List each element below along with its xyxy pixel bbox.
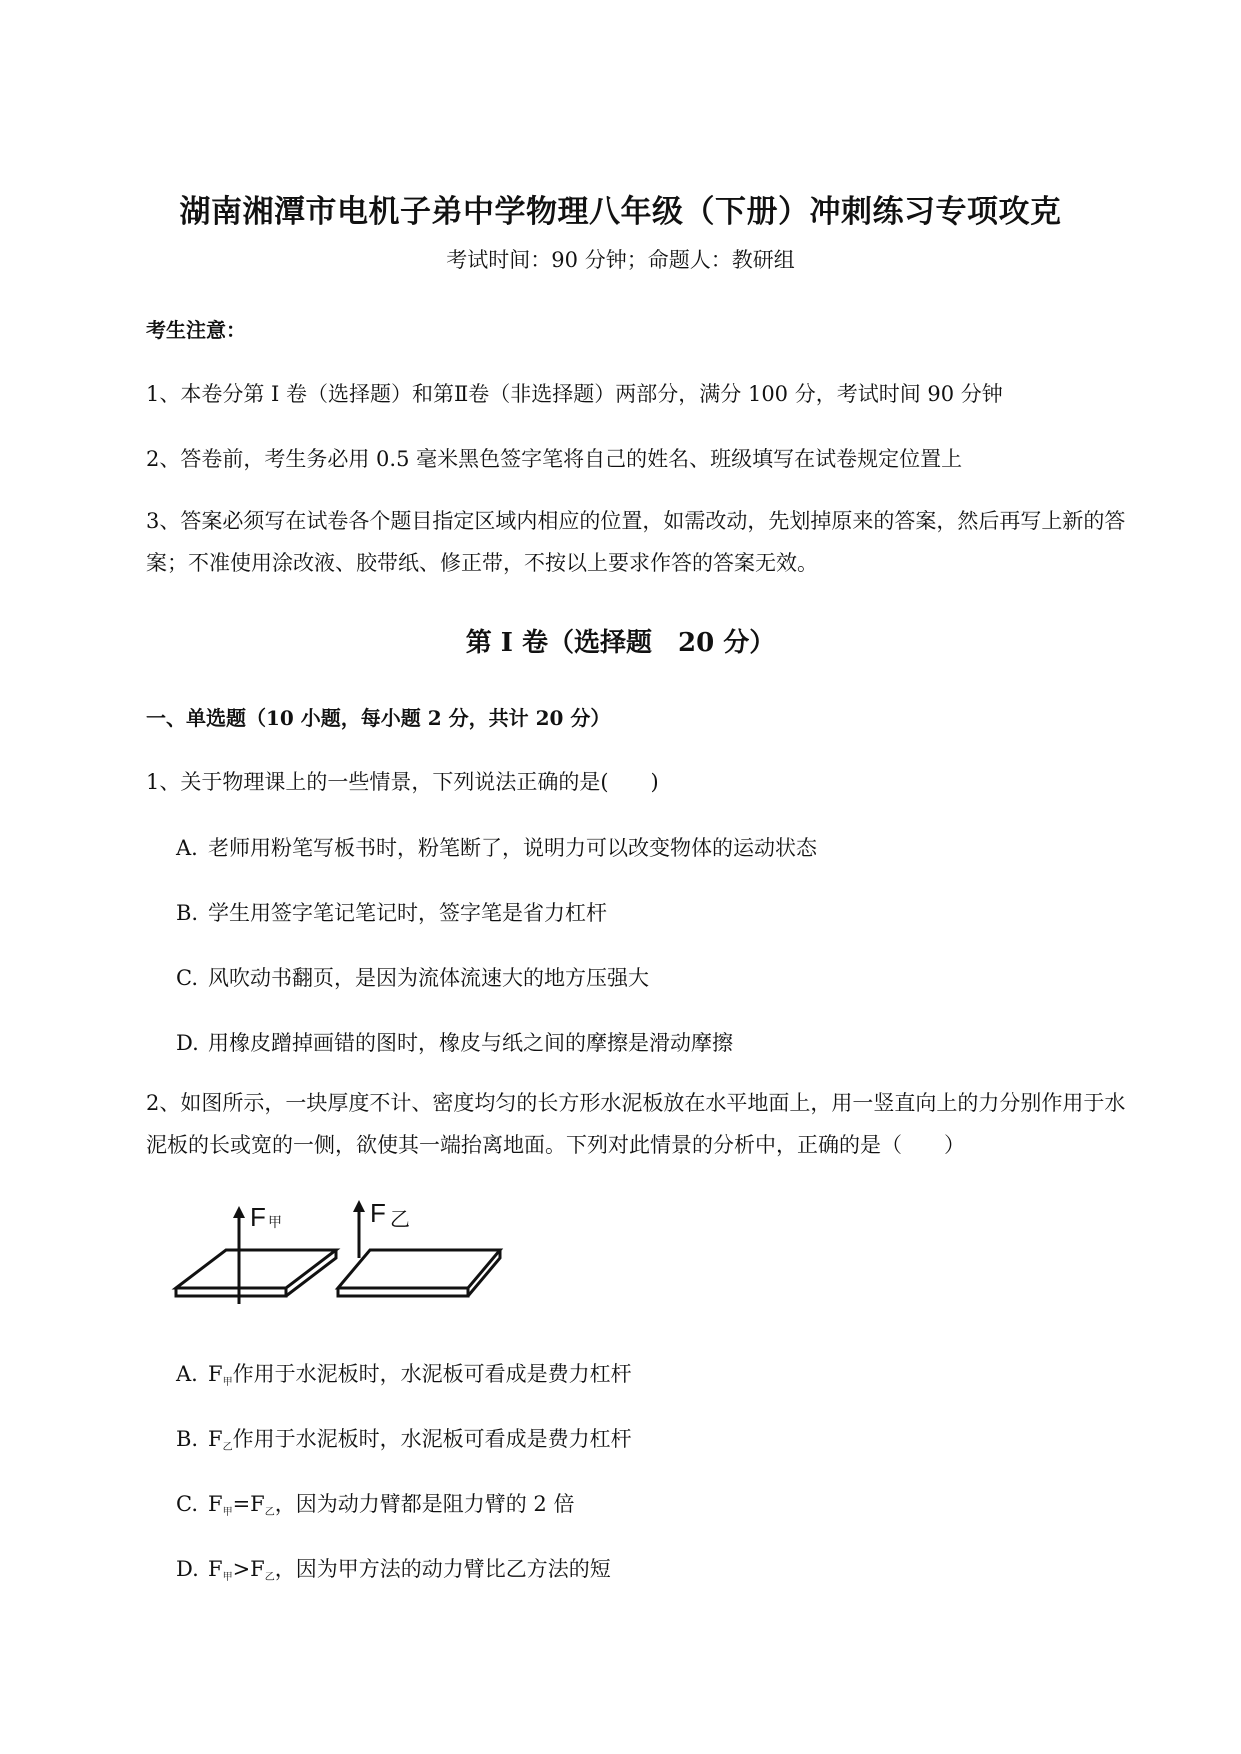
left-slab (176, 1250, 336, 1296)
page-title: 湖南湘潭市电机子弟中学物理八年级（下册）冲刺练习专项攻克 (179, 194, 1062, 230)
option-text: ，因为甲方法的动力臂比乙方法的短 (274, 1557, 611, 1581)
option-letter: C. (176, 1492, 198, 1516)
force-subscript: 甲 (222, 1507, 233, 1518)
option-text: 作用于水泥板时，水泥板可看成是费力杠杆 (232, 1362, 632, 1386)
force-label-left: F (250, 1202, 266, 1232)
option-letter: B. (176, 901, 199, 925)
exam-info: 考试时间：90 分钟；命题人：教研组 (446, 248, 795, 272)
arrowhead-left (233, 1206, 245, 1218)
force-subscript: 甲 (222, 1377, 233, 1388)
option-letter: D. (176, 1031, 199, 1055)
option-letter: A. (176, 836, 198, 860)
question-2-option-b (176, 1423, 632, 1453)
force-subscript: 甲 (222, 1572, 233, 1583)
notice-item-1: 1、本卷分第 I 卷（选择题）和第Ⅱ卷（非选择题）两部分，满分 100 分，考试时间 90 分钟 (146, 382, 1003, 406)
force-symbol: F (208, 1492, 223, 1516)
option-text: 老师用粉笔写板书时，粉笔断了，说明力可以改变物体的运动状态 (208, 836, 817, 860)
relation-operator: >F (232, 1557, 265, 1581)
right-slab (338, 1250, 500, 1296)
option-text: 学生用签字笔记笔记时，签字笔是省力杠杆 (208, 901, 607, 925)
question-1-option-d (176, 1027, 733, 1057)
force-symbol: F (208, 1362, 223, 1386)
force-label-left-sub: 甲 (268, 1214, 282, 1230)
question-1-option-a (176, 832, 817, 862)
notice-heading: 考生注意： (146, 318, 246, 342)
slab-figure (170, 1200, 510, 1309)
section-title: 第 I 卷（选择题 20 分） (465, 628, 776, 658)
arrowhead-right (353, 1200, 365, 1212)
notice-item-2: 2、答卷前，考生务必用 0.5 毫米黑色签字笔将自己的姓名、班级填写在试卷规定位置上 (146, 447, 963, 471)
option-letter: A. (176, 1362, 198, 1386)
question-1-option-b (176, 897, 607, 927)
relation-operator: =F (232, 1492, 265, 1516)
option-text: 用橡皮蹭掉画错的图时，橡皮与纸之间的摩擦是滑动摩擦 (208, 1031, 733, 1055)
question-2-stem: 2、如图所示，一块厚度不计、密度均匀的长方形水泥板放在水平地面上，用一竖直向上的力分别作用于水泥板的长或宽的一侧，欲使其一端抬离地面。下列对此情景的分析中，正确的是（ ） (146, 1091, 1126, 1157)
force-subscript: 乙 (264, 1507, 275, 1518)
question-1-option-c (176, 962, 649, 992)
force-label-right-sub: 乙 (390, 1209, 410, 1231)
option-text: ，因为动力臂都是阻力臂的 2 倍 (274, 1492, 575, 1516)
question-2-option-a (176, 1358, 632, 1388)
force-symbol: F (208, 1427, 223, 1451)
option-letter: D. (176, 1557, 199, 1581)
option-text: 风吹动书翻页，是因为流体流速大的地方压强大 (208, 966, 649, 990)
question-1-stem: 1、关于物理课上的一些情景，下列说法正确的是( ) (146, 770, 659, 794)
force-symbol: F (208, 1557, 223, 1581)
option-letter: B. (176, 1427, 199, 1451)
force-subscript: 乙 (264, 1572, 275, 1583)
force-subscript: 乙 (222, 1442, 233, 1453)
notice-item-3: 3、答案必须写在试卷各个题目指定区域内相应的位置，如需改动，先划掉原来的答案，然后再写上新的答案；不准使用涂改液、胶带纸、修正带，不按以上要求作答的答案无效。 (146, 509, 1126, 575)
slab-diagram (170, 1200, 510, 1305)
question-2-option-d (176, 1553, 611, 1583)
option-text: 作用于水泥板时，水泥板可看成是费力杠杆 (232, 1427, 632, 1451)
force-label-right: F (370, 1200, 386, 1228)
question-2-option-c (176, 1488, 574, 1518)
option-letter: C. (176, 966, 198, 990)
part-heading: 一、单选题（10 小题，每小题 2 分，共计 20 分） (146, 706, 611, 730)
